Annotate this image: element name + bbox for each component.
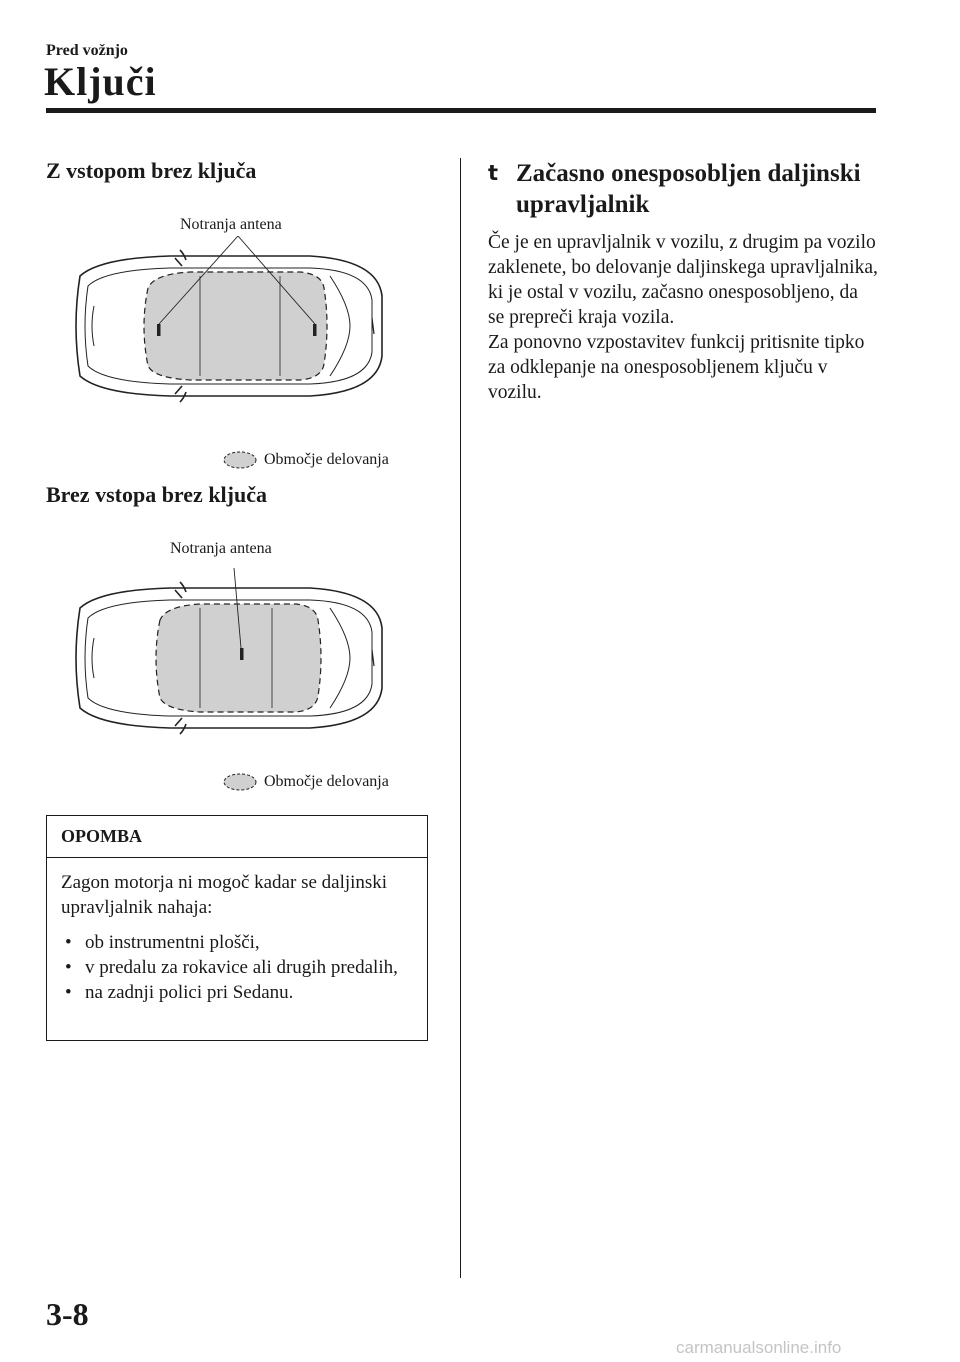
fig2-car-diagram bbox=[60, 568, 400, 748]
right-heading-text: Začasno onesposobljen daljinski upravljalnik bbox=[516, 160, 861, 218]
operating-area-icon bbox=[222, 450, 258, 470]
right-paragraph-1: Če je en upravljalnik v vozilu, z drugim pa vozilo zaklenete, bo delovanje daljinskega upravljalnika, ki je ostal v vozilu, začasno onesposobljeno, da se prepreči kraja vozila. bbox=[488, 232, 878, 328]
fig1-antenna-label: Notranja antena bbox=[180, 216, 282, 233]
section-marker-icon: t bbox=[488, 161, 499, 185]
column-divider bbox=[460, 158, 461, 1278]
right-heading bbox=[488, 158, 878, 220]
fig1-heading: Z vstopom brez ključa bbox=[46, 158, 257, 183]
note-intro: Zagon motorja ni mogoč kadar se daljinski upravljalnik nahaja: bbox=[61, 872, 388, 918]
fig2-heading: Brez vstopa brez ključa bbox=[46, 482, 267, 507]
right-body bbox=[488, 230, 878, 405]
fig1-legend-text: Območje delovanja bbox=[264, 451, 389, 468]
section-label: Pred vožnjo bbox=[46, 42, 128, 59]
title-rule bbox=[46, 108, 876, 113]
fig2-legend-text: Območje delovanja bbox=[264, 773, 389, 790]
fig2-legend bbox=[222, 772, 389, 792]
footer-watermark: carmanualsonline.info bbox=[676, 1338, 842, 1357]
fig2-antenna-label: Notranja antena bbox=[170, 540, 272, 557]
note-list-item: • na zadnji polici pri Sedanu. bbox=[61, 980, 413, 1005]
note-title: OPOMBA bbox=[47, 816, 427, 858]
page-title: Ključi bbox=[44, 59, 157, 104]
note-list bbox=[61, 930, 413, 1005]
right-paragraph-2: Za ponovno vzpostavitev funkcij pritisnite tipko za odklepanje na onesposobljenem ključu v vozilu. bbox=[488, 332, 865, 403]
fig1-legend bbox=[222, 450, 389, 470]
note-box bbox=[46, 815, 428, 1041]
note-list-item: • v predalu za rokavice ali drugih predalih, bbox=[61, 955, 413, 980]
note-list-item: • ob instrumentni plošči, bbox=[61, 930, 413, 955]
operating-area-icon bbox=[222, 772, 258, 792]
fig1-car-diagram bbox=[60, 236, 400, 416]
page-number: 3-8 bbox=[46, 1296, 89, 1332]
note-body bbox=[47, 858, 427, 1005]
